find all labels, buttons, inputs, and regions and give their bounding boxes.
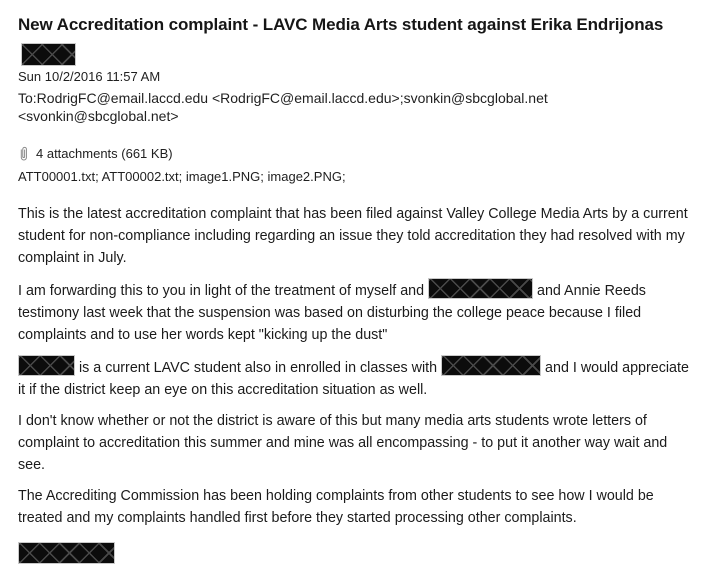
paperclip-icon [18, 145, 29, 162]
sender-name-redaction [21, 43, 76, 66]
attachments-summary: 4 attachments (661 KB) [36, 145, 173, 161]
body-paragraph: is a current LAVC student also in enrolled in classes with and I would appreciate it if the district keep an eye on this accreditation situation as well. [18, 355, 696, 401]
body-paragraph: I am forwarding this to you in light of the treatment of myself and and Annie Reeds testimony last week that the suspension was based on disturbing the college peace because I filed complaints and to use her words kept "kicking up the dust" [18, 278, 696, 346]
email-subject: New Accreditation complaint - LAVC Media Arts student against Erika Endrijonas [18, 15, 664, 34]
email-date: Sun 10/2/2016 11:57 AM [18, 69, 161, 84]
signature-redaction [18, 542, 115, 564]
body-paragraph: I don't know whether or not the district is aware of this but many media arts students wrote letters of complaint to accreditation this summer and mine was all encompassing - to put it another way wait and see. [18, 413, 668, 473]
redacted-text [428, 278, 533, 299]
body-paragraph: The Accrediting Commission has been holding complaints from other students to see how I would be treated and my complaints handled first before they started processing other complaints. [18, 488, 654, 526]
email-recipients: To:RodrigFC@email.laccd.edu <RodrigFC@email.laccd.edu>;svonkin@sbcglobal.net <svonkin@sbcglobal.net> [18, 90, 548, 124]
attachment-file-list[interactable]: ATT00001.txt; ATT00002.txt; image1.PNG; image2.PNG; [18, 169, 346, 184]
redacted-text [441, 355, 541, 376]
attachments-summary-row[interactable] [18, 143, 698, 163]
email-body [18, 203, 696, 529]
body-paragraph: This is the latest accreditation complaint that has been filed against Valley College Media Arts by a current student for non-compliance including regarding an issue they told accreditation they had resolved with my complaint in July. [18, 206, 688, 266]
redacted-text [18, 355, 75, 376]
